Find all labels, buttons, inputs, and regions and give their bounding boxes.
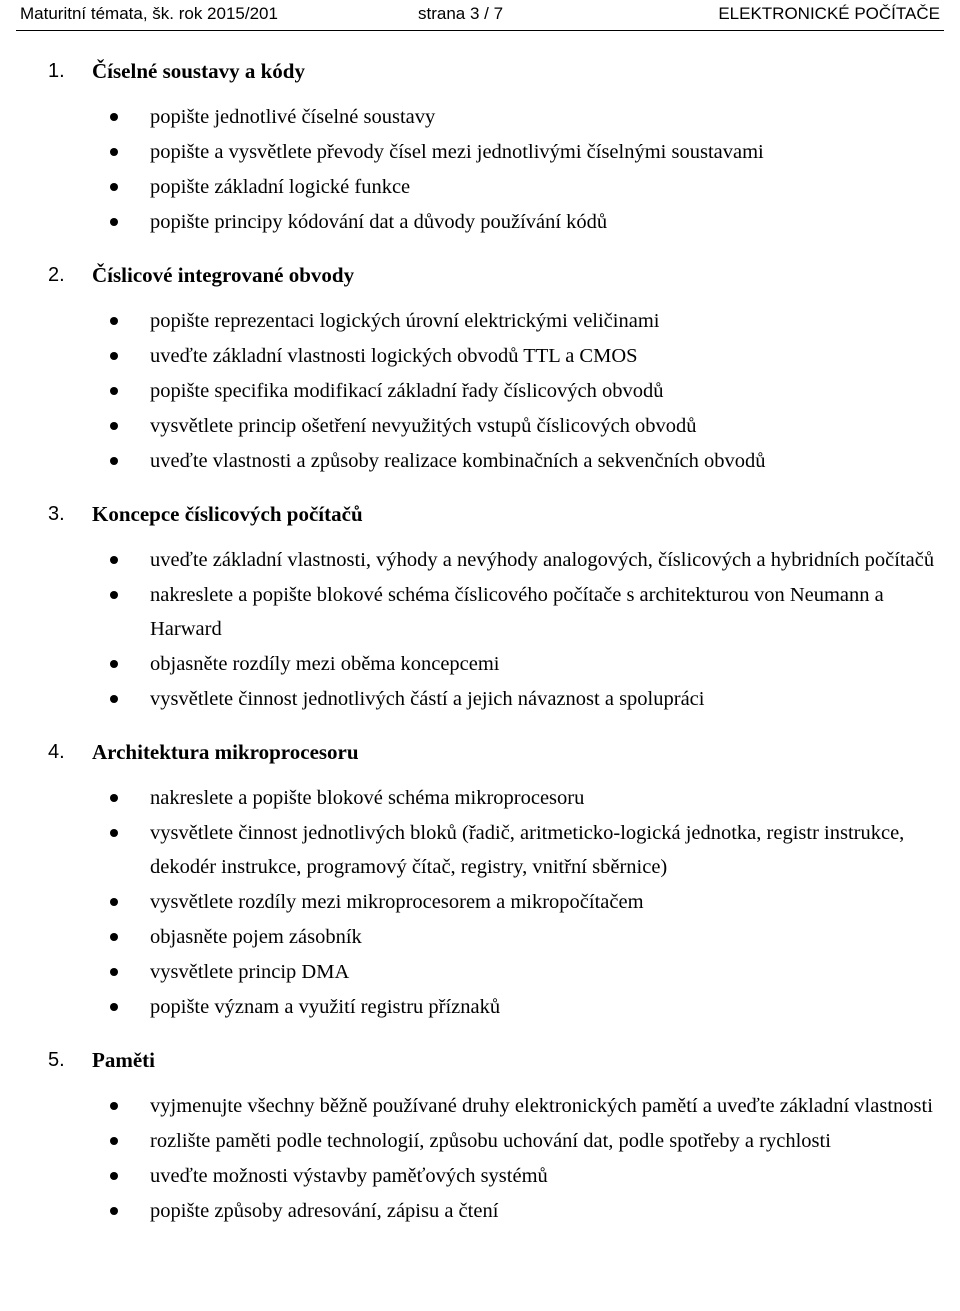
bullet-icon bbox=[110, 148, 118, 156]
bullet-icon bbox=[110, 1172, 118, 1180]
list-item-text: vysvětlete princip ošetření nevyužitých vstupů číslicových obvodů bbox=[150, 415, 697, 437]
section-heading bbox=[0, 737, 960, 773]
list-item bbox=[0, 682, 960, 716]
section-4 bbox=[0, 737, 960, 1024]
list-item-text: vysvětlete činnost jednotlivých částí a jejich návaznost a spolupráci bbox=[150, 688, 705, 710]
section-1 bbox=[0, 56, 960, 239]
list-item bbox=[0, 647, 960, 681]
bullet-icon bbox=[110, 933, 118, 941]
list-item bbox=[0, 339, 960, 373]
bullet-icon bbox=[110, 898, 118, 906]
bullet-icon bbox=[110, 317, 118, 325]
list-item bbox=[0, 816, 960, 884]
bullet-icon bbox=[110, 968, 118, 976]
section-heading bbox=[0, 260, 960, 296]
list-item bbox=[0, 444, 960, 478]
list-item-text: popište reprezentaci logických úrovní elektrickými veličinami bbox=[150, 310, 660, 332]
bullet-icon bbox=[110, 1003, 118, 1011]
bullet-icon bbox=[110, 113, 118, 121]
list-item bbox=[0, 578, 960, 646]
list-item bbox=[0, 170, 960, 204]
list-item bbox=[0, 205, 960, 239]
list-item-text: objasněte pojem zásobník bbox=[150, 926, 362, 948]
bullet-icon bbox=[110, 556, 118, 564]
list-item bbox=[0, 374, 960, 408]
bullet-icon bbox=[110, 1137, 118, 1145]
section-2 bbox=[0, 260, 960, 478]
page-header bbox=[0, 0, 960, 30]
bullet-icon bbox=[110, 1102, 118, 1110]
section-number: 4. bbox=[48, 741, 65, 763]
list-item bbox=[0, 135, 960, 169]
list-item bbox=[0, 1194, 960, 1228]
header-page-number: strana 3 / 7 bbox=[418, 4, 504, 23]
list-item-text: popište a vysvětlete převody čísel mezi jednotlivými číselnými soustavami bbox=[150, 141, 764, 163]
list-item-text: popište principy kódování dat a důvody používání kódů bbox=[150, 211, 608, 233]
bullet-icon bbox=[110, 660, 118, 668]
list-item-text: rozlište paměti podle technologií, způsobu uchování dat, podle spotřeby a rychlosti bbox=[150, 1130, 831, 1152]
list-item-text: vyjmenujte všechny běžně používané druhy elektronických pamětí a uveďte základní vlastnosti bbox=[150, 1095, 933, 1117]
list-item bbox=[0, 1159, 960, 1193]
list-item bbox=[0, 885, 960, 919]
list-item bbox=[0, 1124, 960, 1158]
topic-list bbox=[0, 543, 960, 716]
list-item bbox=[0, 100, 960, 134]
section-title: Architektura mikroprocesoru bbox=[92, 740, 359, 764]
topic-list bbox=[0, 100, 960, 239]
header-school-year: Maturitní témata, šk. rok 2015/201 bbox=[20, 4, 278, 23]
section-title: Koncepce číslicových počítačů bbox=[92, 502, 363, 526]
section-heading bbox=[0, 499, 960, 535]
bullet-icon bbox=[110, 829, 118, 837]
list-item bbox=[0, 990, 960, 1024]
topic-list bbox=[0, 1089, 960, 1228]
section-5 bbox=[0, 1045, 960, 1228]
document-body bbox=[0, 56, 960, 1229]
section-title: Číselné soustavy a kódy bbox=[92, 59, 305, 83]
section-heading bbox=[0, 1045, 960, 1081]
list-item bbox=[0, 304, 960, 338]
bullet-icon bbox=[110, 695, 118, 703]
list-item-text: popište specifika modifikací základní řady číslicových obvodů bbox=[150, 380, 664, 402]
list-item bbox=[0, 920, 960, 954]
header-divider bbox=[16, 30, 944, 31]
topic-list bbox=[0, 781, 960, 1024]
list-item-text: objasněte rozdíly mezi oběma koncepcemi bbox=[150, 653, 500, 675]
list-item-text: popište jednotlivé číselné soustavy bbox=[150, 106, 436, 128]
list-item-text: uveďte základní vlastnosti logických obvodů TTL a CMOS bbox=[150, 345, 638, 367]
list-item bbox=[0, 781, 960, 815]
list-item-text: vysvětlete rozdíly mezi mikroprocesorem a mikropočítačem bbox=[150, 891, 644, 913]
list-item bbox=[0, 955, 960, 989]
list-item-text: uveďte základní vlastnosti, výhody a nevýhody analogových, číslicových a hybridních počítačů bbox=[150, 549, 935, 571]
bullet-icon bbox=[110, 183, 118, 191]
list-item-text: uveďte možnosti výstavby paměťových systémů bbox=[150, 1165, 548, 1187]
section-title: Paměti bbox=[92, 1048, 155, 1072]
section-number: 5. bbox=[48, 1049, 65, 1071]
section-heading bbox=[0, 56, 960, 92]
bullet-icon bbox=[110, 218, 118, 226]
list-item bbox=[0, 1089, 960, 1123]
bullet-icon bbox=[110, 422, 118, 430]
list-item-text: nakreslete a popište blokové schéma číslicového počítače s architekturou von Neumann a Harward bbox=[150, 584, 884, 640]
list-item-text: vysvětlete princip DMA bbox=[150, 961, 350, 983]
bullet-icon bbox=[110, 591, 118, 599]
section-number: 2. bbox=[48, 264, 65, 286]
topic-list bbox=[0, 304, 960, 478]
list-item-text: uveďte vlastnosti a způsoby realizace kombinačních a sekvenčních obvodů bbox=[150, 450, 766, 472]
list-item-text: popište význam a využití registru příznaků bbox=[150, 996, 501, 1018]
list-item bbox=[0, 543, 960, 577]
list-item-text: popište způsoby adresování, zápisu a čtení bbox=[150, 1200, 499, 1222]
header-subject: ELEKTRONICKÉ POČÍTAČE bbox=[718, 4, 940, 23]
bullet-icon bbox=[110, 352, 118, 360]
section-number: 3. bbox=[48, 503, 65, 525]
bullet-icon bbox=[110, 457, 118, 465]
bullet-icon bbox=[110, 794, 118, 802]
section-3 bbox=[0, 499, 960, 716]
bullet-icon bbox=[110, 387, 118, 395]
bullet-icon bbox=[110, 1207, 118, 1215]
list-item-text: vysvětlete činnost jednotlivých bloků (řadič, aritmeticko-logická jednotka, registr instrukce, dekodér instrukce, programový čítač, registry, vnitřní sběrnice) bbox=[150, 822, 905, 878]
section-number: 1. bbox=[48, 60, 65, 82]
list-item bbox=[0, 409, 960, 443]
list-item-text: nakreslete a popište blokové schéma mikroprocesoru bbox=[150, 787, 585, 809]
list-item-text: popište základní logické funkce bbox=[150, 176, 411, 198]
section-title: Číslicové integrované obvody bbox=[92, 263, 355, 287]
